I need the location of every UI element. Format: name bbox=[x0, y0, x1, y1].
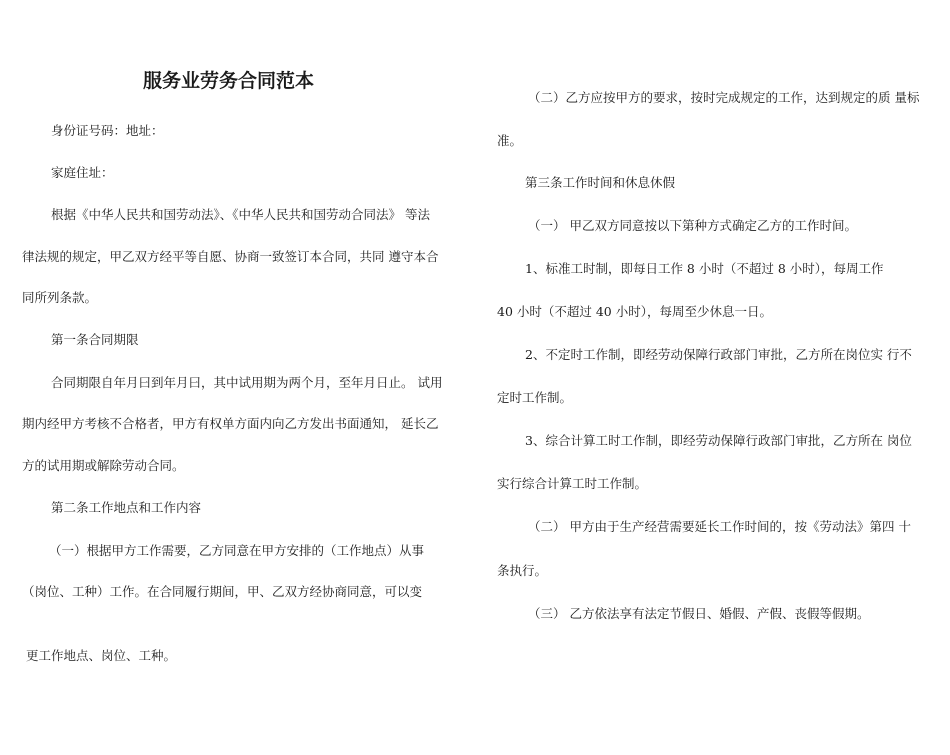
article-1-heading: 第一条合同期限 bbox=[51, 332, 139, 347]
id-address-line: 身份证号码：地址： bbox=[51, 123, 164, 138]
article-3-line: 实行综合计算工时工作制。 bbox=[497, 476, 648, 491]
article-2-line: （二）乙方应按甲方的要求，按时完成规定的工作，达到规定的质 量标 bbox=[528, 90, 920, 105]
intro-paragraph-line: 律法规的规定，甲乙双方经平等自愿、协商一致签订本合同，共同 遵守本合 bbox=[22, 249, 439, 264]
home-address-line: 家庭住址： bbox=[51, 165, 114, 180]
article-1-line: 期内经甲方考核不合格者，甲方有权单方面内向乙方发出书面通知， 延长乙 bbox=[22, 416, 439, 431]
article-3-line: （一） 甲乙双方同意按以下第种方式确定乙方的工作时间。 bbox=[528, 218, 857, 233]
article-3-line: （三） 乙方依法享有法定节假日、婚假、产假、丧假等假期。 bbox=[528, 606, 870, 621]
article-3-line: 2、不定时工作制，即经劳动保障行政部门审批，乙方所在岗位实 行不 bbox=[525, 347, 912, 362]
article-3-line: 1、标准工时制，即每日工作 8 小时（不超过 8 小时），每周工作 bbox=[525, 261, 884, 276]
article-3-line: 定时工作制。 bbox=[497, 390, 573, 405]
page-title: 服务业劳务合同范本 bbox=[143, 70, 315, 92]
article-2-line: 准。 bbox=[497, 133, 523, 148]
article-3-line: 条执行。 bbox=[497, 563, 548, 578]
article-3-heading: 第三条工作时间和休息休假 bbox=[525, 175, 676, 190]
article-3-line: 3、综合计算工时工作制，即经劳动保障行政部门审批，乙方所在 岗位 bbox=[525, 433, 912, 448]
intro-paragraph-line: 同所列条款。 bbox=[22, 290, 98, 305]
article-3-line: （二） 甲方由于生产经营需要延长工作时间的，按《劳动法》第四 十 bbox=[528, 519, 911, 534]
article-2-line: （岗位、工种）工作。在合同履行期间，甲、乙双方经协商同意，可以变 bbox=[22, 584, 423, 599]
article-3-line: 40 小时（不超过 40 小时），每周至少休息一日。 bbox=[497, 304, 772, 319]
article-2-line: 更工作地点、岗位、工种。 bbox=[26, 648, 177, 663]
article-1-line: 方的试用期或解除劳动合同。 bbox=[22, 458, 185, 473]
article-2-line: （一）根据甲方工作需要，乙方同意在甲方安排的（工作地点）从事 bbox=[49, 543, 425, 558]
article-1-line: 合同期限自年月曰到年月曰，其中试用期为两个月，至年月日止。 试用 bbox=[51, 375, 443, 390]
article-2-heading: 第二条工作地点和工作内容 bbox=[51, 500, 202, 515]
intro-paragraph-line: 根据《中华人民共和国劳动法》、《中华人民共和国劳动合同法》 等法 bbox=[51, 207, 430, 222]
